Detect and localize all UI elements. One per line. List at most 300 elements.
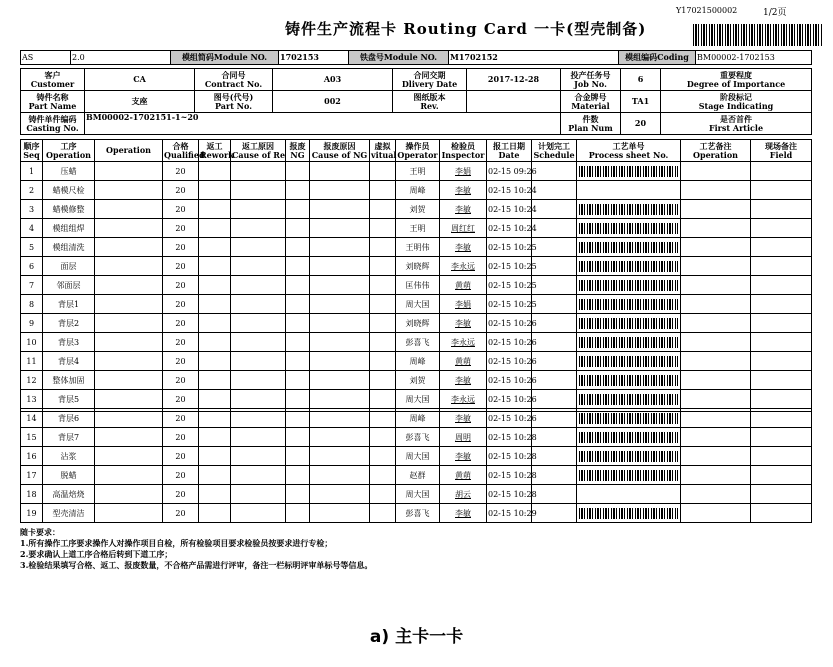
ng-cause-cell: [310, 352, 370, 371]
process-sheet-cell: [577, 295, 681, 314]
inspector-cell: 李永远: [440, 390, 487, 409]
operation-remark-cell: [681, 162, 751, 181]
date-cell: 02-15 10:25: [487, 238, 532, 257]
qualified-cell: 20: [163, 371, 199, 390]
operation-en-cell: [95, 352, 163, 371]
table-row: [21, 219, 812, 238]
schedule-cell: [532, 333, 577, 352]
process-sheet-cell: [577, 504, 681, 523]
schedule-cell: [532, 314, 577, 333]
rework-cell: [199, 257, 231, 276]
rework-cell: [199, 314, 231, 333]
qualified-cell: 20: [163, 276, 199, 295]
ng-cell: [286, 238, 310, 257]
inspector-cell: 胡云: [440, 485, 487, 504]
virtual-cell: [370, 238, 396, 257]
process-sheet-barcode: [579, 337, 678, 348]
stage-label: 阶段标记 Stage Indicating: [661, 91, 812, 113]
operation-remark-cell: [681, 485, 751, 504]
plan-label: 件数 Plan Num: [561, 113, 621, 135]
requirements-notes: [20, 527, 811, 571]
operation-remark-cell: [681, 295, 751, 314]
virtual-cell: [370, 428, 396, 447]
virtual-cell: [370, 504, 396, 523]
casting-label: 铸件单件编码 Casting No.: [21, 113, 85, 135]
table-row: [21, 428, 812, 447]
process-sheet-barcode: [579, 204, 678, 215]
operation-en-cell: [95, 257, 163, 276]
inspector-cell: 李敏: [440, 181, 487, 200]
inspector-cell: 李敏: [440, 447, 487, 466]
table-row: [21, 181, 812, 200]
seq-cell: 18: [21, 485, 43, 504]
field-remark-cell: [751, 162, 812, 181]
module-label: 模组简码Module NO.: [171, 51, 279, 65]
qualified-cell: 20: [163, 504, 199, 523]
operation-en-cell: [95, 466, 163, 485]
operator-cell: 刘贺: [396, 371, 440, 390]
operation-cell: 模组清洗: [43, 238, 95, 257]
rework-cause-cell: [231, 333, 286, 352]
qualified-cell: 20: [163, 200, 199, 219]
process-sheet-barcode: [579, 375, 678, 386]
seq-cell: 8: [21, 295, 43, 314]
ng-cause-cell: [310, 485, 370, 504]
rework-cell: [199, 447, 231, 466]
virtual-cell: [370, 371, 396, 390]
virtual-cell: [370, 219, 396, 238]
field-remark-cell: [751, 428, 812, 447]
schedule-cell: [532, 447, 577, 466]
schedule-cell: [532, 162, 577, 181]
operator-cell: 彭喜飞: [396, 428, 440, 447]
field-remark-cell: [751, 371, 812, 390]
notes-title: 随卡要求：: [20, 527, 60, 537]
operation-en-cell: [95, 485, 163, 504]
rework-cause-cell: [231, 162, 286, 181]
process-sheet-cell: [577, 333, 681, 352]
schedule-cell: [532, 238, 577, 257]
rework-cause-cell: [231, 352, 286, 371]
operation-cell: 压蜡: [43, 162, 95, 181]
virtual-cell: [370, 200, 396, 219]
operator-cell: 刘晓辉: [396, 257, 440, 276]
field-remark-cell: [751, 257, 812, 276]
date-cell: 02-15 10:26: [487, 314, 532, 333]
operation-cell: 整体加固: [43, 371, 95, 390]
operation-cell: 背层4: [43, 352, 95, 371]
note-item: 3.检验结果填写合格、返工、报废数量，不合格产品需进行评审，备注一栏标明评审单标号等信息。: [20, 560, 373, 570]
field-remark-cell: [751, 390, 812, 409]
part-label: 铸件名称 Part Name: [21, 91, 85, 113]
operation-cell: 背层1: [43, 295, 95, 314]
field-remark-cell: [751, 238, 812, 257]
schedule-cell: [532, 200, 577, 219]
table-row: [21, 371, 812, 390]
table-row: [21, 162, 812, 181]
date-cell: 02-15 10:26: [487, 333, 532, 352]
ng-cell: [286, 504, 310, 523]
operation-cell: 高温焙烧: [43, 485, 95, 504]
operation-remark-cell: [681, 504, 751, 523]
customer-label: 客户 Customer: [21, 69, 85, 91]
schedule-cell: [532, 276, 577, 295]
qualified-cell: 20: [163, 333, 199, 352]
delivery-value: 2017-12-28: [467, 69, 561, 91]
process-sheet-cell: [577, 447, 681, 466]
operation-en-cell: [95, 276, 163, 295]
operation-cell: 蜡模尺检: [43, 181, 95, 200]
virtual-cell: [370, 390, 396, 409]
date-cell: 02-15 10:25: [487, 276, 532, 295]
rework-cell: [199, 466, 231, 485]
inspector-cell: 李敏: [440, 200, 487, 219]
module-value: 1702153: [279, 51, 349, 65]
ng-cell: [286, 447, 310, 466]
ng-cell: [286, 181, 310, 200]
column-header: 工艺单号 Process sheet No.: [577, 140, 681, 162]
operator-cell: 周大国: [396, 447, 440, 466]
inspector-cell: 周明: [440, 428, 487, 447]
schedule-cell: [532, 181, 577, 200]
date-cell: 02-15 10:26: [487, 390, 532, 409]
figure-caption: a) 主卡一卡: [369, 627, 464, 647]
rework-cell: [199, 428, 231, 447]
operation-remark-cell: [681, 333, 751, 352]
process-sheet-barcode: [579, 356, 678, 367]
inspector-cell: 黄萌: [440, 276, 487, 295]
ng-cell: [286, 428, 310, 447]
inspector-cell: 李永远: [440, 333, 487, 352]
inspector-cell: 周红红: [440, 219, 487, 238]
qualified-cell: 20: [163, 352, 199, 371]
ng-cause-cell: [310, 295, 370, 314]
operator-cell: 周大国: [396, 485, 440, 504]
operator-cell: 刘贺: [396, 200, 440, 219]
ng-cell: [286, 162, 310, 181]
operation-remark-cell: [681, 181, 751, 200]
operation-cell: 背层5: [43, 390, 95, 409]
process-sheet-barcode: [579, 242, 678, 253]
contract-label: 合同号 Contract No.: [195, 69, 273, 91]
operation-cell: 脱蜡: [43, 466, 95, 485]
rework-cell: [199, 238, 231, 257]
operation-cell: 背层3: [43, 333, 95, 352]
operation-remark-cell: [681, 466, 751, 485]
seq-cell: 11: [21, 352, 43, 371]
table-row: [21, 333, 812, 352]
operation-remark-cell: [681, 200, 751, 219]
process-sheet-cell: [577, 257, 681, 276]
operation-remark-cell: [681, 314, 751, 333]
operation-cell: 邻面层: [43, 276, 95, 295]
date-cell: 02-15 10:25: [487, 295, 532, 314]
inspector-cell: 李敏: [440, 504, 487, 523]
qualified-cell: 20: [163, 485, 199, 504]
operation-remark-cell: [681, 352, 751, 371]
date-cell: 02-15 10:25: [487, 257, 532, 276]
document-number: Y17021500002: [676, 6, 738, 15]
inspector-cell: 李娟: [440, 295, 487, 314]
operation-en-cell: [95, 428, 163, 447]
table-row: [21, 352, 812, 371]
operation-en-cell: [95, 390, 163, 409]
rework-cause-cell: [231, 219, 286, 238]
ng-cause-cell: [310, 257, 370, 276]
table-header: [21, 140, 812, 162]
inspector-cell: 李敏: [440, 409, 487, 428]
rework-cell: [199, 200, 231, 219]
qualified-cell: 20: [163, 162, 199, 181]
operation-en-cell: [95, 181, 163, 200]
rework-cell: [199, 504, 231, 523]
job-label: 投产任务号 Job No.: [561, 69, 621, 91]
ng-cause-cell: [310, 276, 370, 295]
ng-cell: [286, 257, 310, 276]
schedule-cell: [532, 485, 577, 504]
process-sheet-cell: [577, 371, 681, 390]
virtual-cell: [370, 276, 396, 295]
virtual-cell: [370, 333, 396, 352]
operator-cell: 王明伟: [396, 238, 440, 257]
operation-remark-cell: [681, 219, 751, 238]
operation-cell: 型壳清洁: [43, 504, 95, 523]
date-cell: 02-15 10:26: [487, 352, 532, 371]
inspector-cell: 黄萌: [440, 352, 487, 371]
process-sheet-cell: [577, 485, 681, 504]
process-sheet-cell: [577, 428, 681, 447]
table-row: [21, 276, 812, 295]
column-header: 顺序 Seq: [21, 140, 43, 162]
qualified-cell: 20: [163, 238, 199, 257]
seq-cell: 5: [21, 238, 43, 257]
schedule-cell: [532, 390, 577, 409]
process-sheet-barcode: [579, 451, 678, 462]
operation-cell: 背层7: [43, 428, 95, 447]
rework-cell: [199, 352, 231, 371]
field-remark-cell: [751, 276, 812, 295]
process-sheet-barcode: [579, 299, 678, 310]
operator-cell: 周峰: [396, 409, 440, 428]
rework-cell: [199, 219, 231, 238]
process-sheet-cell: [577, 181, 681, 200]
process-sheet-barcode: [579, 394, 678, 405]
qualified-cell: 20: [163, 314, 199, 333]
process-sheet-cell: [577, 162, 681, 181]
operation-remark-cell: [681, 390, 751, 409]
column-header: 检验员 Inspector: [440, 140, 487, 162]
ng-cell: [286, 333, 310, 352]
importance-label: 重要程度 Degree of Importance: [661, 69, 812, 91]
table-row: [21, 485, 812, 504]
table-row: [21, 238, 812, 257]
operator-cell: 王明: [396, 219, 440, 238]
field-block: [20, 68, 812, 135]
info-strip: [20, 50, 812, 65]
rev-label: 图纸版本 Rev.: [393, 91, 467, 113]
rework-cause-cell: [231, 428, 286, 447]
date-cell: 02-15 10:29: [487, 504, 532, 523]
operation-cell: 背层2: [43, 314, 95, 333]
ng-cause-cell: [310, 447, 370, 466]
rework-cause-cell: [231, 390, 286, 409]
column-header: Operation: [95, 140, 163, 162]
table-row: [21, 447, 812, 466]
operation-en-cell: [95, 219, 163, 238]
column-header: 工艺备注 Operation: [681, 140, 751, 162]
rework-cell: [199, 295, 231, 314]
ng-cell: [286, 466, 310, 485]
drawing-label: 图号(代号) Part No.: [195, 91, 273, 113]
seq-cell: 1: [21, 162, 43, 181]
ng-cause-cell: [310, 314, 370, 333]
table-row: [21, 390, 812, 409]
date-cell: 02-15 10:28: [487, 466, 532, 485]
seq-cell: 17: [21, 466, 43, 485]
rework-cause-cell: [231, 371, 286, 390]
process-sheet-barcode: [579, 318, 678, 329]
routing-table: [20, 139, 812, 523]
column-header: 返工原因 Cause of Re: [232, 140, 286, 160]
material-label: 合金牌号 Material: [561, 91, 621, 113]
rework-cell: [199, 162, 231, 181]
process-sheet-barcode: [579, 223, 678, 234]
rework-cause-cell: [231, 238, 286, 257]
column-header: 报工日期 Date: [487, 140, 532, 162]
qualified-cell: 20: [163, 390, 199, 409]
seq-cell: 16: [21, 447, 43, 466]
operator-cell: 匡伟伟: [396, 276, 440, 295]
operation-remark-cell: [681, 238, 751, 257]
inspector-cell: 黄萌: [440, 466, 487, 485]
column-header: 计划完工 Schedule: [533, 140, 575, 160]
inspector-cell: 李永远: [440, 257, 487, 276]
part-value: 支座: [85, 91, 195, 113]
operator-cell: 周大国: [396, 295, 440, 314]
operation-remark-cell: [681, 276, 751, 295]
field-remark-cell: [751, 352, 812, 371]
virtual-cell: [370, 257, 396, 276]
drawing-value: 002: [273, 91, 393, 113]
inspector-cell: 李娟: [440, 162, 487, 181]
operator-cell: 彭喜飞: [396, 333, 440, 352]
process-sheet-cell: [577, 276, 681, 295]
operation-cell: 模组组焊: [43, 219, 95, 238]
column-header: 虚拟 vitual: [371, 140, 397, 160]
field-remark-cell: [751, 447, 812, 466]
field-remark-cell: [751, 333, 812, 352]
header-barcode: [693, 24, 823, 46]
ng-cell: [286, 371, 310, 390]
ng-cause-cell: [310, 181, 370, 200]
schedule-cell: [532, 504, 577, 523]
schedule-cell: [532, 219, 577, 238]
ng-cause-cell: [310, 238, 370, 257]
seq-cell: 15: [21, 428, 43, 447]
table-row: [21, 200, 812, 219]
date-cell: 02-15 10:24: [487, 181, 532, 200]
virtual-cell: [370, 314, 396, 333]
schedule-cell: [532, 466, 577, 485]
ng-cause-cell: [310, 371, 370, 390]
date-cell: 02-15 09:26: [487, 162, 532, 181]
ng-cell: [286, 390, 310, 409]
schedule-cell: [532, 428, 577, 447]
field-remark-cell: [751, 314, 812, 333]
process-sheet-cell: [577, 238, 681, 257]
rework-cell: [199, 333, 231, 352]
seq-cell: 19: [21, 504, 43, 523]
operation-en-cell: [95, 333, 163, 352]
coding-label: 模组编码Coding: [619, 51, 696, 65]
process-sheet-barcode: [579, 508, 678, 519]
page-title: 铸件生产流程卡 Routing Card 一卡(型壳制备): [285, 20, 647, 38]
qualified-cell: 20: [163, 447, 199, 466]
field-remark-cell: [751, 295, 812, 314]
virtual-cell: [370, 352, 396, 371]
date-cell: 02-15 10:26: [487, 409, 532, 428]
operation-en-cell: [95, 295, 163, 314]
virtual-cell: [370, 295, 396, 314]
casting-value: BM00002-1702151-1~20: [85, 113, 561, 135]
rework-cell: [199, 276, 231, 295]
seq-cell: 7: [21, 276, 43, 295]
operation-en-cell: [95, 447, 163, 466]
date-cell: 02-15 10:24: [487, 219, 532, 238]
date-cell: 02-15 10:28: [487, 485, 532, 504]
schedule-cell: [532, 352, 577, 371]
date-cell: 02-15 10:28: [487, 447, 532, 466]
qualified-cell: 20: [163, 428, 199, 447]
seq-cell: 4: [21, 219, 43, 238]
column-header: 报废 NG: [286, 140, 310, 162]
ng-cell: [286, 276, 310, 295]
rework-cause-cell: [231, 485, 286, 504]
plate-label: 铁盘号Module NO.: [349, 51, 449, 65]
operation-remark-cell: [681, 428, 751, 447]
schedule-cell: [532, 257, 577, 276]
coding-value: BM00002-1702153: [696, 51, 812, 65]
qualified-cell: 20: [163, 295, 199, 314]
qualified-cell: 20: [163, 219, 199, 238]
ng-cell: [286, 314, 310, 333]
process-sheet-barcode: [579, 280, 678, 291]
seq-cell: 2: [21, 181, 43, 200]
date-cell: 02-15 10:28: [487, 428, 532, 447]
contract-value: A03: [273, 69, 393, 91]
seq-cell: 14: [21, 409, 43, 428]
operator-cell: 王明: [396, 162, 440, 181]
operation-cell: 蜡模修整: [43, 200, 95, 219]
process-sheet-cell: [577, 219, 681, 238]
ng-cell: [286, 219, 310, 238]
process-sheet-cell: [577, 466, 681, 485]
section-divider: [20, 411, 811, 412]
virtual-cell: [370, 485, 396, 504]
delivery-label: 合同交期 Dlivery Date: [393, 69, 467, 91]
job-value: 6: [621, 69, 661, 91]
inspector-cell: 李敏: [440, 238, 487, 257]
operator-cell: 周峰: [396, 352, 440, 371]
rework-cell: [199, 485, 231, 504]
seq-cell: 10: [21, 333, 43, 352]
operation-remark-cell: [681, 257, 751, 276]
process-sheet-barcode: [579, 413, 678, 424]
operation-remark-cell: [681, 371, 751, 390]
plan-value: 20: [621, 113, 661, 135]
seq-cell: 13: [21, 390, 43, 409]
operator-cell: 周大国: [396, 390, 440, 409]
